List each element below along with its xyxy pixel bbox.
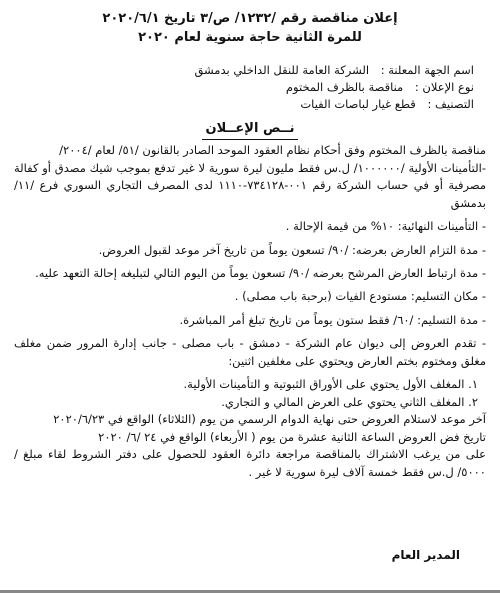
envelope-2-text: ٢. المغلف الثاني يحتوي على العرض المالي و التجاري. — [221, 394, 478, 409]
entity-label: اسم الجهة المعلنة : — [380, 62, 474, 77]
delivery-place-text: - مكان التسليم: مستودع الفيات (برحبة باب مصلى) . — [234, 289, 486, 304]
intro-text: مناقصة بالظرف المختوم وفق أحكام نظام العقود الموحد الصادر بالقانون /٥١/ لعام /٢٠٠٤/ — [59, 143, 486, 158]
section-heading — [14, 119, 486, 140]
delivery-period-text: - مدة التسليم: /٦٠/ فقط ستون يوماً من تاريخ تبلغ أمر المباشرة. — [179, 312, 486, 327]
linkage-text: - مدة ارتباط العارض المرشح بعرضه /٩٠/ تسعون يوماً من اليوم التالي لتبليغه إحالة التعهد عليه. — [35, 266, 486, 280]
signature: المدير العام — [391, 547, 460, 562]
type-value: مناقصة بالظرف المختوم — [285, 79, 404, 94]
deadline-text: آخر موعد لاستلام العروض حتى نهاية الدوام الرسمي من يوم (الثلاثاء) الواقع في ٢٠٢٠/٦/٢٣ — [53, 412, 486, 427]
final-deposit-text: - التأمينات النهائية: ١٠% من قيمة الإحالة . — [285, 219, 486, 234]
commitment-text: - مدة التزام العارض بعرضه: /٩٠/ تسعون يوماً من تاريخ آخر موعد لقبول العروض. — [98, 242, 486, 257]
category-value: قطع غيار لباصات الفيات — [300, 97, 416, 112]
type-label: نوع الإعلان : — [414, 79, 474, 94]
submission-text: - تقدم العروض إلى ديوان عام الشركة - دمشق - باب مصلى - جانب إدارة المرور ضمن مغلف مغلق ومختوم بختم العارض ويحتوي على مغلفين اثنين: — [14, 336, 486, 368]
category-label: التصنيف : — [427, 97, 474, 112]
meta-block — [14, 62, 486, 114]
section-heading-text: نــص الإعــلان — [202, 119, 299, 140]
subscription-text: على من يرغب الاشتراك بالمناقصة مراجعة دائرة العقود للحصول على دفتر الشروط لقاء مبلغ /٥٠٠٠/ ل.س فقط خمسة آلاف ليرة سورية لا غير . — [14, 447, 486, 479]
meta-entity — [14, 62, 486, 79]
meta-type — [14, 79, 486, 96]
envelope-1-text: ١. المغلف الأول يحتوي على الأوراق الثبوتية و التأمينات الأولية. — [183, 377, 478, 392]
meta-category — [14, 96, 486, 113]
tender-title: إعلان مناقصة رقم /١٢٣٢/ ص/٣ تاريخ ٢٠٢٠/٦/١ — [102, 11, 398, 26]
initial-deposit-text: -التأمينات الأولية /١٠٠٠٠٠٠/ ل.س فقط مليون ليرة سورية لا غير تدفع بموجب شيك مصدق أو كفالة مصرفية أو في حساب الشركة رقم ٠٠١-٧٣٤١٢٨-١١١٠ لدى المصرف التجاري السوري فرع /١١/ بدمشق — [14, 160, 486, 210]
opening-text: تاريخ فض العروض الساعة الثانية عشرة من يوم ( الأربعاء) الواقع في ٢٤ /٦/ ٢٠٢٠ — [98, 429, 486, 444]
tender-subtitle: للمرة الثانية حاجة سنوية لعام ٢٠٢٠ — [138, 29, 362, 45]
entity-value: الشركة العامة للنقل الداخلي بدمشق — [194, 62, 370, 77]
